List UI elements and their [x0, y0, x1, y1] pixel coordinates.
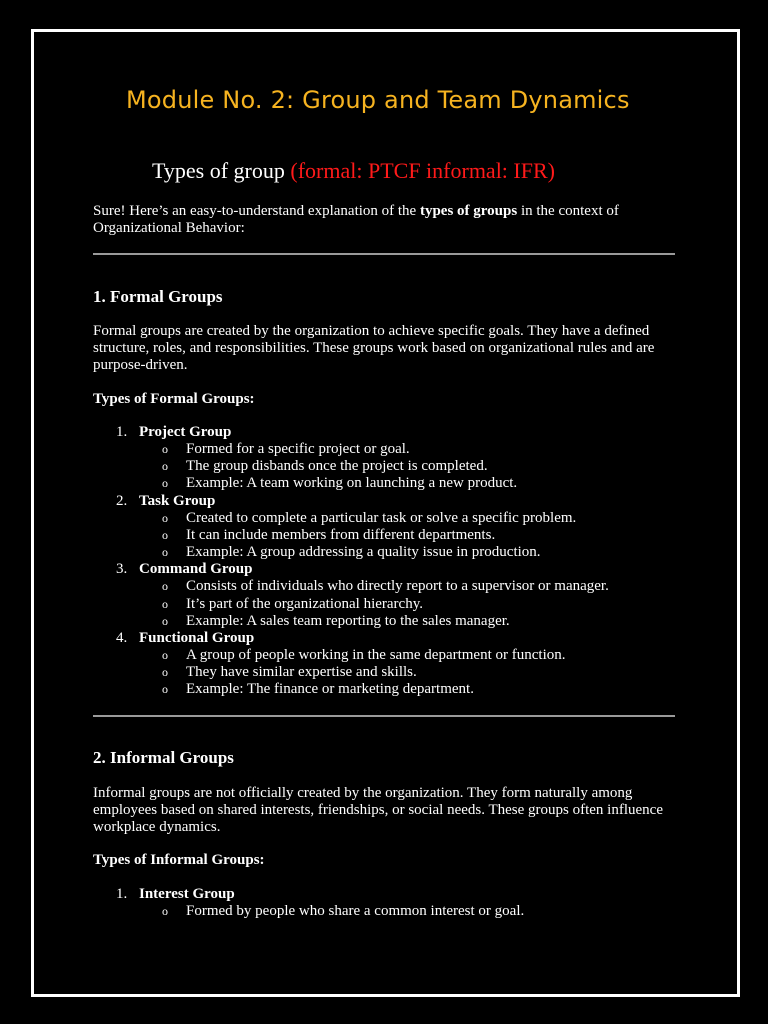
section-subtitle — [152, 158, 555, 184]
sub-list-item — [162, 578, 609, 595]
sub-list-item — [162, 903, 524, 920]
informal-heading: 2. Informal Groups — [93, 748, 234, 767]
sub-list-item — [162, 510, 576, 527]
circle-bullet-icon: o — [162, 665, 168, 680]
sub-list-item — [162, 458, 488, 475]
subtitle-main: Types of group — [152, 158, 285, 183]
list-item-number: 1. — [116, 886, 128, 902]
list-item-number: 3. — [116, 561, 128, 578]
sub-list-item — [162, 475, 517, 492]
sub-list-item-text: A group of people working in the same department or function. — [186, 646, 566, 663]
formal-heading: 1. Formal Groups — [93, 287, 223, 306]
circle-bullet-icon: o — [162, 613, 168, 628]
informal-types-heading: Types of Informal Groups: — [93, 852, 265, 868]
list-item-number: 2. — [116, 492, 128, 509]
list-item — [116, 886, 235, 903]
sub-list-item-text: Example: The finance or marketing department. — [186, 681, 474, 698]
list-item-name: Functional Group — [139, 629, 255, 646]
list-item — [116, 561, 253, 578]
intro-paragraph — [93, 203, 678, 237]
circle-bullet-icon: o — [162, 904, 168, 919]
sub-list-item-text: Created to complete a particular task or solve a specific problem. — [186, 509, 577, 526]
intro-after: in the context of Organizational Behavior: — [93, 203, 619, 237]
sub-list-item — [162, 527, 495, 544]
list-item — [116, 630, 254, 647]
divider — [93, 253, 675, 255]
formal-description: Formal groups are created by the organization to achieve specific goals. They have a defined structure, roles, and responsibilities. These groups work based on organizational rules and are purpose-driven. — [93, 323, 655, 374]
circle-bullet-icon: o — [162, 459, 168, 474]
list-item-name: Command Group — [139, 561, 253, 578]
sub-list-item — [162, 681, 474, 698]
sub-list-item — [162, 664, 417, 681]
informal-description: Informal groups are not officially created by the organization. They form naturally among employees based on shared interests, friendships, or social needs. These groups often influence workplace dynamics. — [93, 785, 663, 836]
sub-list-item-text: It can include members from different departments. — [186, 526, 496, 543]
list-item-name: Task Group — [139, 492, 216, 509]
list-item-name: Interest Group — [139, 886, 235, 902]
sub-list-item — [162, 544, 541, 561]
circle-bullet-icon: o — [162, 527, 168, 542]
circle-bullet-icon: o — [162, 476, 168, 491]
intro-before: Sure! Here’s an easy-to-understand explanation of the — [93, 203, 420, 219]
divider — [93, 715, 675, 717]
circle-bullet-icon: o — [162, 647, 168, 662]
page-title: Module No. 2: Group and Team Dynamics — [126, 86, 630, 114]
sub-list-item-text: Formed by people who share a common interest or goal. — [186, 903, 525, 920]
sub-list-item-text: It’s part of the organizational hierarchy. — [186, 595, 423, 612]
list-item-name: Project Group — [139, 424, 232, 440]
sub-list-item-text: Example: A group addressing a quality issue in production. — [186, 544, 541, 561]
sub-list-item-text: Formed for a specific project or goal. — [186, 441, 410, 458]
circle-bullet-icon: o — [162, 579, 168, 594]
circle-bullet-icon: o — [162, 682, 168, 697]
sub-list-item — [162, 647, 566, 664]
circle-bullet-icon: o — [162, 510, 168, 525]
sub-list-item-text: Consists of individuals who directly report to a supervisor or manager. — [186, 578, 609, 595]
list-item-number: 4. — [116, 629, 128, 646]
list-item — [116, 424, 231, 441]
list-item — [116, 493, 215, 510]
sub-list-item — [162, 596, 423, 613]
list-item-number: 1. — [116, 424, 128, 440]
circle-bullet-icon: o — [162, 596, 168, 611]
intro-bold: types of groups — [419, 203, 518, 219]
circle-bullet-icon: o — [162, 442, 168, 457]
sub-list-item — [162, 441, 410, 458]
sub-list-item — [162, 613, 510, 630]
sub-list-item-text: The group disbands once the project is completed. — [186, 458, 488, 475]
formal-types-heading: Types of Formal Groups: — [93, 391, 255, 407]
circle-bullet-icon: o — [162, 545, 168, 560]
sub-list-item-text: They have similar expertise and skills. — [186, 664, 417, 681]
sub-list-item-text: Example: A sales team reporting to the sales manager. — [186, 612, 510, 629]
subtitle-note: (formal: PTCF informal: IFR) — [290, 158, 555, 183]
sub-list-item-text: Example: A team working on launching a new product. — [186, 475, 518, 492]
